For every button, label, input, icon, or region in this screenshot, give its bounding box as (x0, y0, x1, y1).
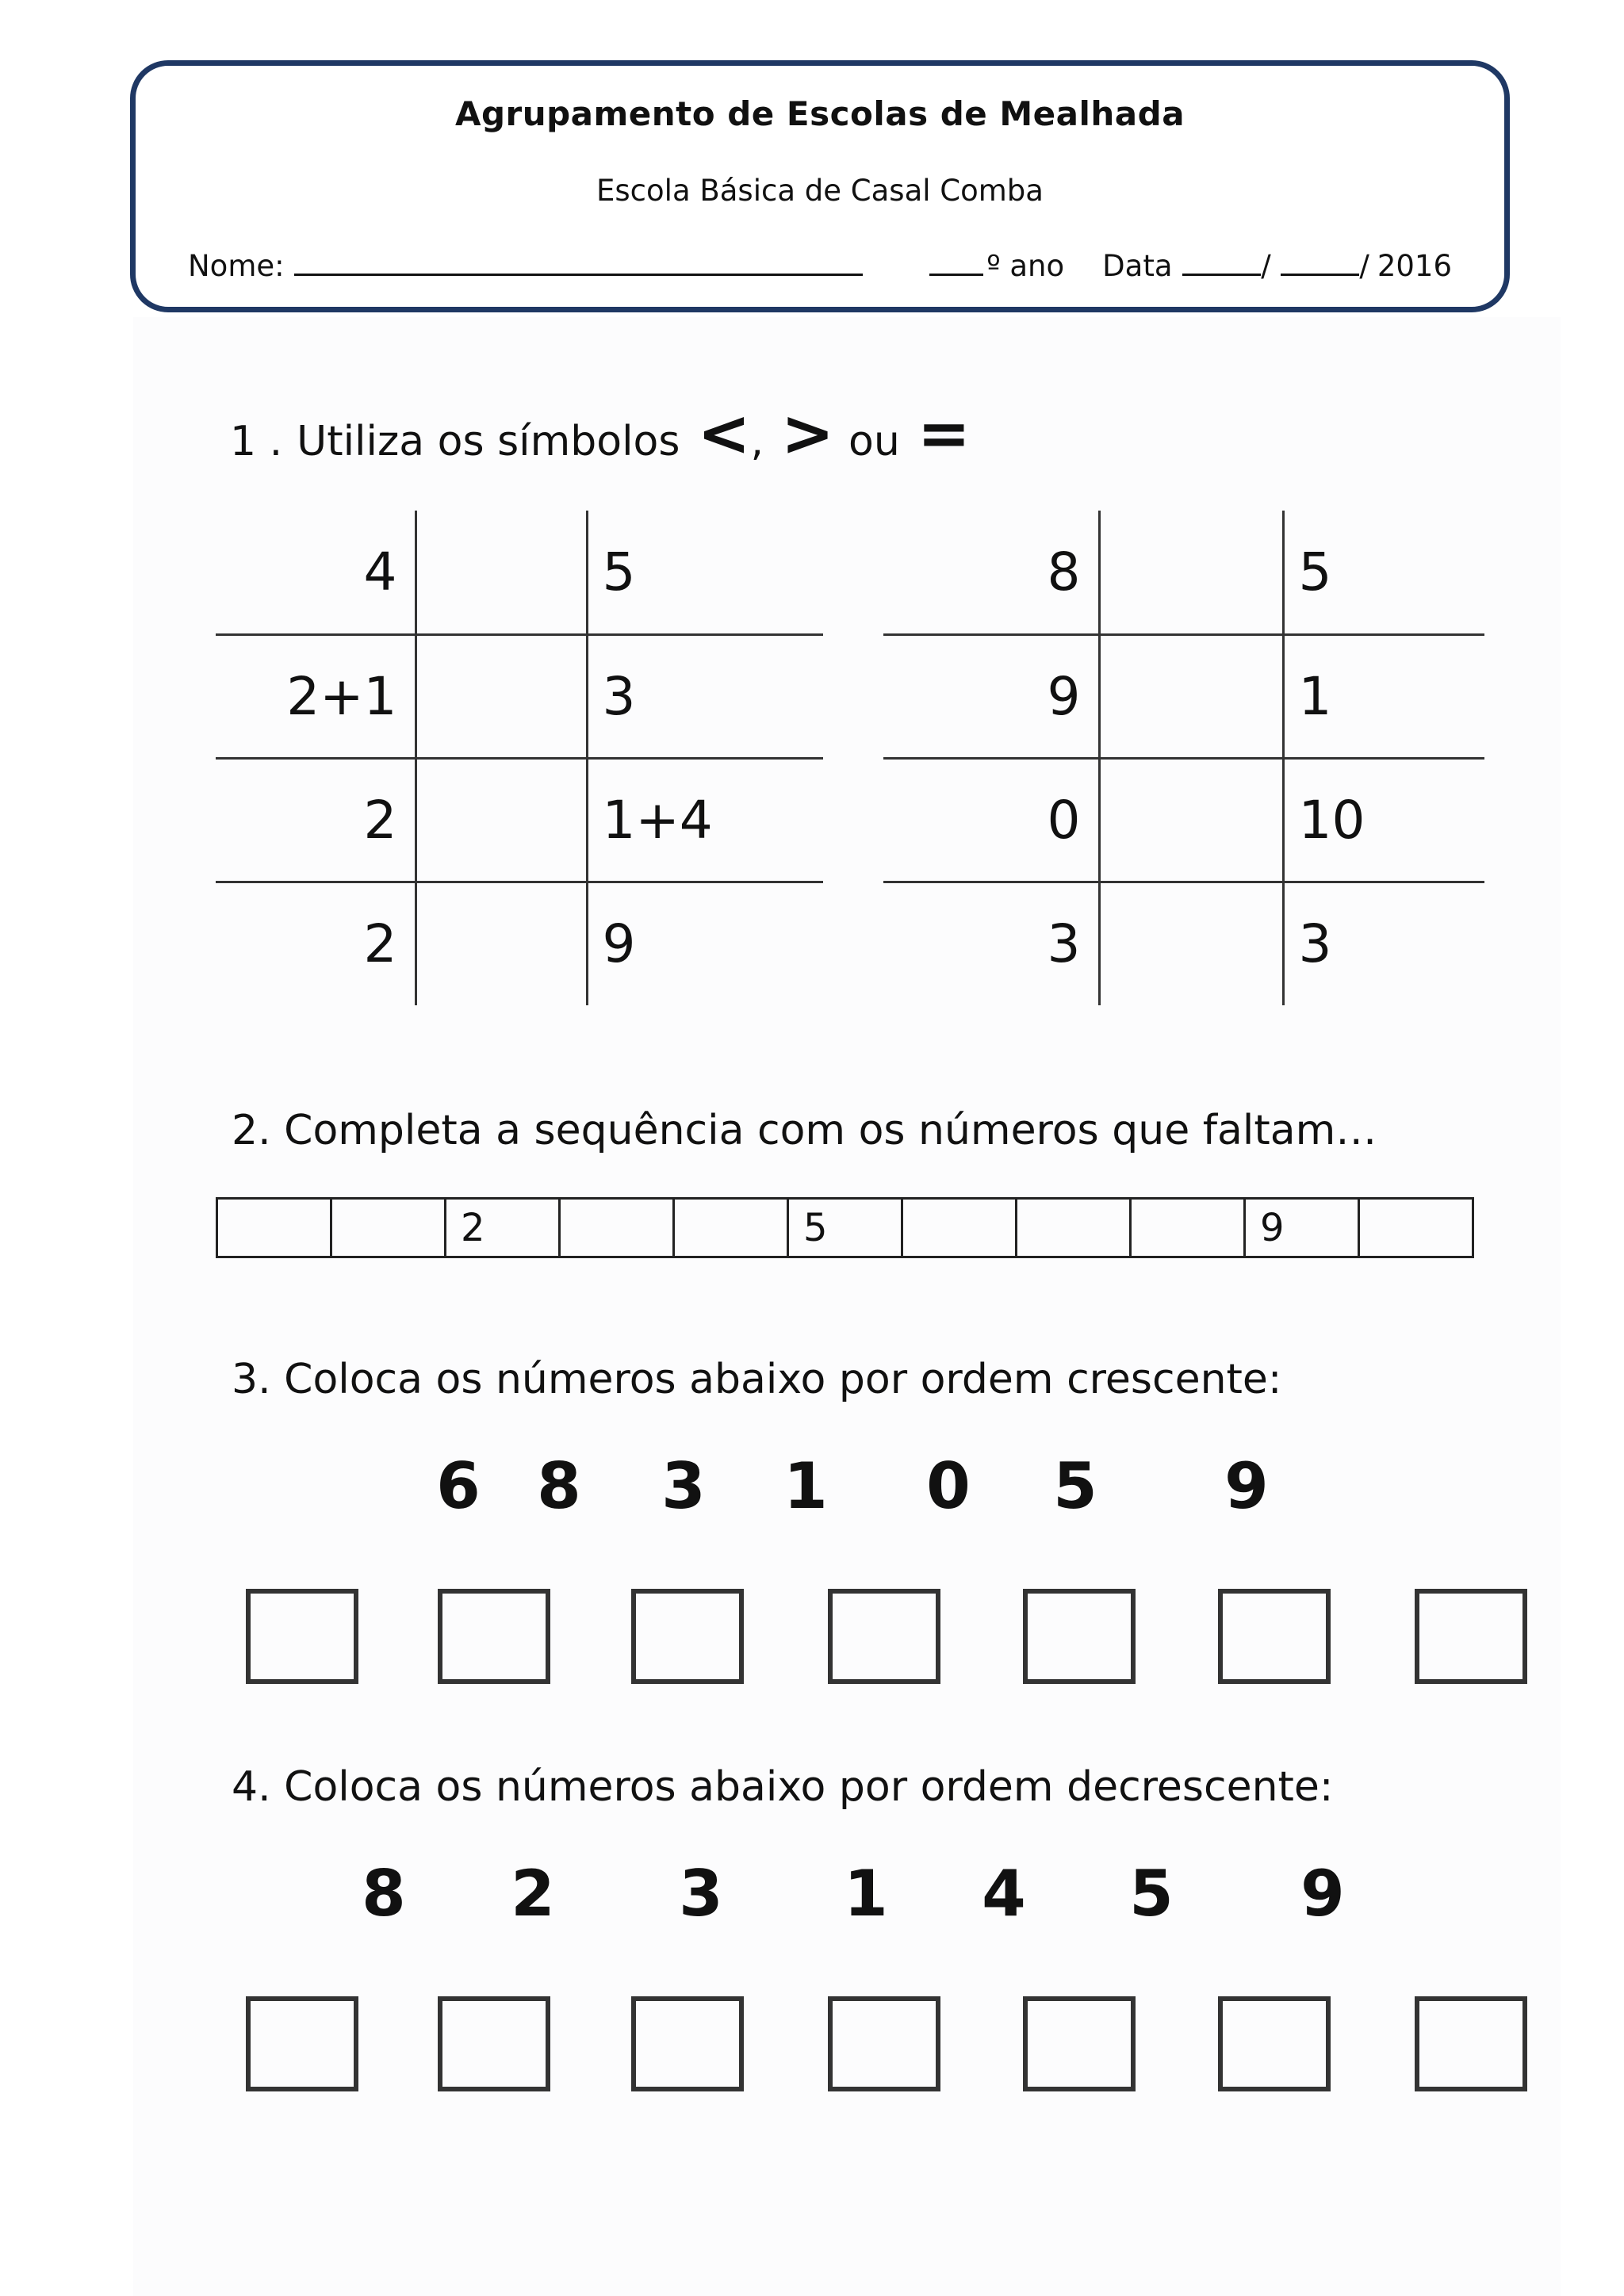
q3-number: 3 (661, 1449, 706, 1523)
answer-box[interactable] (1023, 1589, 1136, 1684)
symbol-blank[interactable] (416, 511, 587, 634)
sequence-cell[interactable] (1017, 1199, 1131, 1257)
sequence-row (217, 1199, 1473, 1257)
q1-title (230, 396, 985, 470)
q3-title: 3. Coloca os números abaixo por ordem crescente: (232, 1356, 1282, 1403)
right-operand: 5 (1283, 511, 1484, 634)
right-operand: 9 (602, 913, 636, 975)
q3-number: 8 (537, 1449, 581, 1523)
sequence-cell[interactable] (331, 1199, 446, 1257)
sequence-cell[interactable] (560, 1199, 674, 1257)
date-label: Data (1102, 249, 1173, 283)
symbol-blank[interactable] (416, 758, 587, 882)
answer-box[interactable] (631, 1996, 744, 2091)
q1-or: ou (848, 418, 900, 465)
comparison-row (883, 882, 1484, 1005)
answer-box[interactable] (1023, 1996, 1136, 2091)
name-field[interactable] (294, 247, 864, 276)
q3-number: 1 (783, 1449, 828, 1523)
q4-number: 5 (1129, 1857, 1174, 1931)
sequence-cell[interactable] (217, 1199, 331, 1257)
left-operand: 2+1 (216, 634, 416, 758)
answer-box[interactable] (438, 1589, 550, 1684)
sequence-cell: 2 (446, 1199, 560, 1257)
header-box (130, 60, 1510, 312)
sequence-cell[interactable] (1131, 1199, 1245, 1257)
right-operand: 1 (1283, 634, 1484, 758)
answer-box[interactable] (828, 1996, 940, 2091)
right-operand: 10 (1283, 758, 1484, 882)
q4-number: 4 (982, 1857, 1026, 1931)
comparison-table-right (883, 511, 1484, 1005)
date-year: 2016 (1377, 249, 1452, 283)
q1-comma: , (750, 418, 764, 465)
sequence-cell[interactable] (1359, 1199, 1473, 1257)
q3-numbers (0, 1449, 1624, 1529)
answer-box[interactable] (1415, 1996, 1527, 2091)
q4-number: 1 (844, 1857, 888, 1931)
date-separator: / (1359, 249, 1369, 283)
answer-box[interactable] (246, 1996, 358, 2091)
left-operand: 8 (883, 511, 1099, 634)
sequence-table (216, 1197, 1474, 1258)
equals-symbol: = (917, 396, 971, 470)
sequence-cell[interactable] (902, 1199, 1017, 1257)
symbol-blank[interactable] (1099, 634, 1283, 758)
left-operand: 4 (216, 511, 416, 634)
left-operand: 2 (216, 758, 416, 882)
symbol-blank[interactable] (1099, 758, 1283, 882)
q4-number: 2 (511, 1857, 555, 1931)
left-operand: 2 (216, 882, 416, 1005)
comparison-row (883, 758, 1484, 882)
answer-box[interactable] (246, 1589, 358, 1684)
q3-number: 5 (1053, 1449, 1097, 1523)
answer-box[interactable] (1415, 1589, 1527, 1684)
q3-answer-boxes (0, 1589, 1624, 1700)
answer-box[interactable] (631, 1589, 744, 1684)
year-field[interactable] (929, 247, 983, 276)
left-operand: 9 (883, 634, 1099, 758)
comparison-row (216, 634, 823, 758)
greater-than-symbol: > (781, 396, 835, 470)
q4-answer-boxes (0, 1996, 1624, 2107)
year-label: º ano (986, 249, 1065, 283)
q4-number: 3 (679, 1857, 723, 1931)
answer-box[interactable] (1218, 1996, 1331, 2091)
school-group-title: Agrupamento de Escolas de Mealhada (454, 94, 1185, 133)
left-operand: 0 (883, 758, 1099, 882)
q1-number: 1 . (230, 418, 283, 465)
sequence-cell: 5 (788, 1199, 902, 1257)
name-label: Nome: (188, 249, 285, 283)
answer-box[interactable] (1218, 1589, 1331, 1684)
answer-box[interactable] (828, 1589, 940, 1684)
q1-text: Utiliza os símbolos (297, 418, 680, 465)
less-than-symbol: < (697, 396, 751, 470)
comparison-row (883, 634, 1484, 758)
date-separator: / (1261, 249, 1271, 283)
q3-number: 6 (436, 1449, 481, 1523)
symbol-blank[interactable] (1099, 511, 1283, 634)
right-operand: 1+4 (587, 758, 823, 882)
right-operand: 3 (587, 634, 823, 758)
comparison-row (216, 758, 823, 882)
comparison-table-left (216, 511, 823, 1005)
student-info-line (188, 247, 1452, 283)
comparison-row (216, 882, 823, 1005)
q3-number: 9 (1224, 1449, 1269, 1523)
q2-title: 2. Completa a sequência com os números que faltam… (232, 1107, 1377, 1154)
date-month-field[interactable] (1281, 247, 1360, 276)
symbol-blank[interactable] (416, 882, 587, 1005)
q4-title: 4. Coloca os números abaixo por ordem decrescente: (232, 1763, 1334, 1811)
comparison-row (883, 511, 1484, 634)
date-day-field[interactable] (1182, 247, 1262, 276)
comparison-row (216, 511, 823, 634)
right-operand: 3 (1298, 913, 1332, 975)
q3-number: 0 (926, 1449, 971, 1523)
answer-box[interactable] (438, 1996, 550, 2091)
sequence-cell: 9 (1245, 1199, 1359, 1257)
q4-number: 9 (1300, 1857, 1345, 1931)
right-operand: 5 (587, 511, 823, 634)
q4-number: 8 (362, 1857, 406, 1931)
school-name: Escola Básica de Casal Comba (596, 174, 1044, 208)
symbol-blank[interactable] (416, 634, 587, 758)
q4-numbers (0, 1857, 1624, 1936)
symbol-blank[interactable] (1099, 882, 1283, 1005)
sequence-cell[interactable] (674, 1199, 788, 1257)
left-operand: 3 (883, 882, 1099, 1005)
